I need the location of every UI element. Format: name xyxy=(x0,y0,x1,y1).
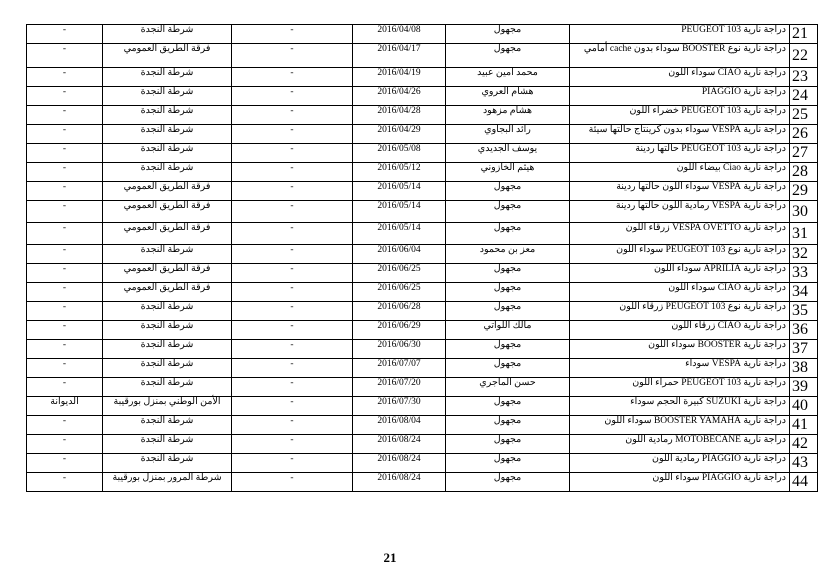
table-row xyxy=(27,125,818,144)
row-number: 39 xyxy=(790,378,818,397)
extra-cell: - xyxy=(27,25,103,44)
owner-name: مجهول xyxy=(446,302,570,321)
department-name: فرقة الطريق العمومي xyxy=(103,44,232,68)
extra-cell: - xyxy=(27,378,103,397)
extra-cell: - xyxy=(27,44,103,68)
row-number: 41 xyxy=(790,416,818,435)
vehicle-description: دراجة نارية VESPA سوداء اللون حالتها ردينة xyxy=(570,182,790,201)
department-name: شرطة النجدة xyxy=(103,378,232,397)
row-number: 43 xyxy=(790,454,818,473)
department-name: فرقة الطريق العمومي xyxy=(103,182,232,201)
table-row xyxy=(27,182,818,201)
status-cell: - xyxy=(232,416,353,435)
department-name: شرطة النجدة xyxy=(103,435,232,454)
owner-name: مجهول xyxy=(446,264,570,283)
status-cell: - xyxy=(232,106,353,125)
row-number: 33 xyxy=(790,264,818,283)
vehicle-description: دراجة نارية Ciao بيضاء اللون xyxy=(570,163,790,182)
seizure-date: 2016/05/14 xyxy=(353,223,446,245)
vehicle-description: دراجة نارية MOTOBECANE رمادية اللون xyxy=(570,435,790,454)
vehicle-description: دراجة نارية نوع PEUGEOT 103 زرقاء اللون xyxy=(570,302,790,321)
page-number: 21 xyxy=(383,550,397,565)
table-row xyxy=(27,359,818,378)
status-cell: - xyxy=(232,359,353,378)
row-number: 24 xyxy=(790,87,818,106)
department-name: شرطة النجدة xyxy=(103,321,232,340)
vehicle-description: دراجة نارية VESPA سوداء بدون كرينتاج حالتها سيئة xyxy=(570,125,790,144)
department-name: فرقة الطريق العمومي xyxy=(103,283,232,302)
status-cell: - xyxy=(232,473,353,492)
owner-name: مجهول xyxy=(446,25,570,44)
vehicle-description: دراجة نارية CIAO سوداء اللون xyxy=(570,68,790,87)
status-cell: - xyxy=(232,264,353,283)
vehicle-description: دراجة نارية PIAGGIO سوداء اللون xyxy=(570,473,790,492)
status-cell: - xyxy=(232,245,353,264)
extra-cell: - xyxy=(27,340,103,359)
row-number: 38 xyxy=(790,359,818,378)
extra-cell: - xyxy=(27,283,103,302)
seizure-date: 2016/05/08 xyxy=(353,144,446,163)
vehicle-description: دراجة نارية PEUGEOT 103 xyxy=(570,25,790,44)
vehicle-description: دراجة نارية CIAO زرقاء اللون xyxy=(570,321,790,340)
status-cell: - xyxy=(232,201,353,223)
department-name: شرطة النجدة xyxy=(103,144,232,163)
status-cell: - xyxy=(232,163,353,182)
department-name: شرطة النجدة xyxy=(103,302,232,321)
extra-cell: الديوانة xyxy=(27,397,103,416)
row-number: 22 xyxy=(790,44,818,68)
seizure-date: 2016/06/29 xyxy=(353,321,446,340)
status-cell: - xyxy=(232,340,353,359)
vehicle-description: دراجة نارية VESPA OVETTO زرقاء اللون xyxy=(570,223,790,245)
extra-cell: - xyxy=(27,416,103,435)
owner-name: رائد البجاوي xyxy=(446,125,570,144)
table-row xyxy=(27,321,818,340)
vehicle-description: دراجة نارية VESPA رمادية اللون حالتها ردينة xyxy=(570,201,790,223)
status-cell: - xyxy=(232,87,353,106)
seizure-date: 2016/07/20 xyxy=(353,378,446,397)
row-number: 23 xyxy=(790,68,818,87)
owner-name: مجهول xyxy=(446,283,570,302)
seizure-date: 2016/06/25 xyxy=(353,264,446,283)
department-name: شرطة النجدة xyxy=(103,87,232,106)
table-row xyxy=(27,340,818,359)
table-row xyxy=(27,435,818,454)
vehicle-description: دراجة نارية BOOSTER YAMAHA سوداء اللون xyxy=(570,416,790,435)
row-number: 28 xyxy=(790,163,818,182)
seizure-date: 2016/04/26 xyxy=(353,87,446,106)
vehicle-description: دراجة نارية SUZUKI كبيرة الحجم سوداء xyxy=(570,397,790,416)
vehicle-register-table xyxy=(26,24,818,492)
seizure-date: 2016/06/30 xyxy=(353,340,446,359)
department-name: شرطة النجدة xyxy=(103,68,232,87)
table-row xyxy=(27,416,818,435)
owner-name: معز بن محمود xyxy=(446,245,570,264)
department-name: شرطة النجدة xyxy=(103,454,232,473)
seizure-date: 2016/08/24 xyxy=(353,454,446,473)
seizure-date: 2016/04/17 xyxy=(353,44,446,68)
seizure-date: 2016/06/28 xyxy=(353,302,446,321)
status-cell: - xyxy=(232,321,353,340)
department-name: فرقة الطريق العمومي xyxy=(103,223,232,245)
vehicle-description: دراجة نارية VESPA سوداء xyxy=(570,359,790,378)
row-number: 42 xyxy=(790,435,818,454)
vehicle-description: دراجة نارية APRILIA سوداء اللون xyxy=(570,264,790,283)
table-row xyxy=(27,454,818,473)
owner-name: هيثم الخازوني xyxy=(446,163,570,182)
table-row xyxy=(27,245,818,264)
department-name: شرطة المرور بمنزل بورقيبة xyxy=(103,473,232,492)
extra-cell: - xyxy=(27,68,103,87)
owner-name: حسن الماجري xyxy=(446,378,570,397)
extra-cell: - xyxy=(27,264,103,283)
table-row xyxy=(27,302,818,321)
table-row xyxy=(27,473,818,492)
seizure-date: 2016/04/19 xyxy=(353,68,446,87)
department-name: شرطة النجدة xyxy=(103,163,232,182)
row-number: 36 xyxy=(790,321,818,340)
status-cell: - xyxy=(232,44,353,68)
status-cell: - xyxy=(232,25,353,44)
vehicle-description: دراجة نارية PEUGEOT 103 حمراء اللون xyxy=(570,378,790,397)
table-row xyxy=(27,264,818,283)
vehicle-description: دراجة نارية PEUGEOT 103 خضراء اللون xyxy=(570,106,790,125)
owner-name: مجهول xyxy=(446,454,570,473)
extra-cell: - xyxy=(27,182,103,201)
seizure-date: 2016/08/24 xyxy=(353,435,446,454)
vehicle-description: دراجة نارية PIAGGIO xyxy=(570,87,790,106)
extra-cell: - xyxy=(27,201,103,223)
owner-name: مجهول xyxy=(446,201,570,223)
owner-name: محمد امين عبيد xyxy=(446,68,570,87)
row-number: 21 xyxy=(790,25,818,44)
vehicle-description: دراجة نارية PEUGEOT 103 حالتها ردينة xyxy=(570,144,790,163)
department-name: شرطة النجدة xyxy=(103,340,232,359)
seizure-date: 2016/08/24 xyxy=(353,473,446,492)
department-name: شرطة النجدة xyxy=(103,245,232,264)
table-row xyxy=(27,378,818,397)
seizure-date: 2016/05/12 xyxy=(353,163,446,182)
extra-cell: - xyxy=(27,106,103,125)
owner-name: مجهول xyxy=(446,182,570,201)
extra-cell: - xyxy=(27,454,103,473)
row-number: 27 xyxy=(790,144,818,163)
owner-name: هشام العروي xyxy=(446,87,570,106)
extra-cell: - xyxy=(27,125,103,144)
owner-name: مجهول xyxy=(446,473,570,492)
seizure-date: 2016/06/25 xyxy=(353,283,446,302)
department-name: الأمن الوطني بمنزل بورقيبة xyxy=(103,397,232,416)
row-number: 32 xyxy=(790,245,818,264)
department-name: فرقة الطريق العمومي xyxy=(103,264,232,283)
row-number: 44 xyxy=(790,473,818,492)
owner-name: مجهول xyxy=(446,397,570,416)
department-name: شرطة النجدة xyxy=(103,359,232,378)
department-name: شرطة النجدة xyxy=(103,25,232,44)
row-number: 31 xyxy=(790,223,818,245)
owner-name: مجهول xyxy=(446,359,570,378)
extra-cell: - xyxy=(27,473,103,492)
vehicle-description: دراجة نارية BOOSTER سوداء اللون xyxy=(570,340,790,359)
department-name: فرقة الطريق العمومي xyxy=(103,201,232,223)
extra-cell: - xyxy=(27,302,103,321)
extra-cell: - xyxy=(27,144,103,163)
table-row xyxy=(27,25,818,44)
row-number: 30 xyxy=(790,201,818,223)
seizure-date: 2016/04/28 xyxy=(353,106,446,125)
owner-name: مجهول xyxy=(446,44,570,68)
owner-name: مجهول xyxy=(446,435,570,454)
table-row xyxy=(27,44,818,68)
table-row xyxy=(27,87,818,106)
owner-name: مالك اللواتي xyxy=(446,321,570,340)
seizure-date: 2016/04/29 xyxy=(353,125,446,144)
status-cell: - xyxy=(232,397,353,416)
seizure-date: 2016/05/14 xyxy=(353,201,446,223)
department-name: شرطة النجدة xyxy=(103,125,232,144)
status-cell: - xyxy=(232,302,353,321)
table-row xyxy=(27,163,818,182)
extra-cell: - xyxy=(27,223,103,245)
owner-name: مجهول xyxy=(446,223,570,245)
row-number: 34 xyxy=(790,283,818,302)
table-row xyxy=(27,68,818,87)
table-row xyxy=(27,144,818,163)
vehicle-description: دراجة نارية نوع BOOSTER سوداء بدون cache أمامي xyxy=(570,44,790,68)
table-row xyxy=(27,201,818,223)
owner-name: مجهول xyxy=(446,416,570,435)
department-name: شرطة النجدة xyxy=(103,416,232,435)
vehicle-description: دراجة نارية CIAO سوداء اللون xyxy=(570,283,790,302)
vehicle-description: دراجة نارية نوع PEUGEOT 103 سوداء اللون xyxy=(570,245,790,264)
row-number: 35 xyxy=(790,302,818,321)
extra-cell: - xyxy=(27,435,103,454)
extra-cell: - xyxy=(27,245,103,264)
status-cell: - xyxy=(232,454,353,473)
status-cell: - xyxy=(232,378,353,397)
owner-name: هشام مزهود xyxy=(446,106,570,125)
owner-name: يوسف الجديدي xyxy=(446,144,570,163)
vehicle-description: دراجة نارية PIAGGIO رمادية اللون xyxy=(570,454,790,473)
status-cell: - xyxy=(232,435,353,454)
row-number: 26 xyxy=(790,125,818,144)
status-cell: - xyxy=(232,182,353,201)
department-name: شرطة النجدة xyxy=(103,106,232,125)
extra-cell: - xyxy=(27,359,103,378)
seizure-date: 2016/05/14 xyxy=(353,182,446,201)
table-row xyxy=(27,223,818,245)
table-row xyxy=(27,283,818,302)
seizure-date: 2016/04/08 xyxy=(353,25,446,44)
seizure-date: 2016/08/04 xyxy=(353,416,446,435)
owner-name: مجهول xyxy=(446,340,570,359)
status-cell: - xyxy=(232,144,353,163)
row-number: 29 xyxy=(790,182,818,201)
row-number: 25 xyxy=(790,106,818,125)
table-row xyxy=(27,397,818,416)
row-number: 37 xyxy=(790,340,818,359)
table-row xyxy=(27,106,818,125)
seizure-date: 2016/07/30 xyxy=(353,397,446,416)
extra-cell: - xyxy=(27,87,103,106)
extra-cell: - xyxy=(27,163,103,182)
status-cell: - xyxy=(232,125,353,144)
status-cell: - xyxy=(232,68,353,87)
seizure-date: 2016/06/04 xyxy=(353,245,446,264)
status-cell: - xyxy=(232,223,353,245)
extra-cell: - xyxy=(27,321,103,340)
row-number: 40 xyxy=(790,397,818,416)
seizure-date: 2016/07/07 xyxy=(353,359,446,378)
status-cell: - xyxy=(232,283,353,302)
